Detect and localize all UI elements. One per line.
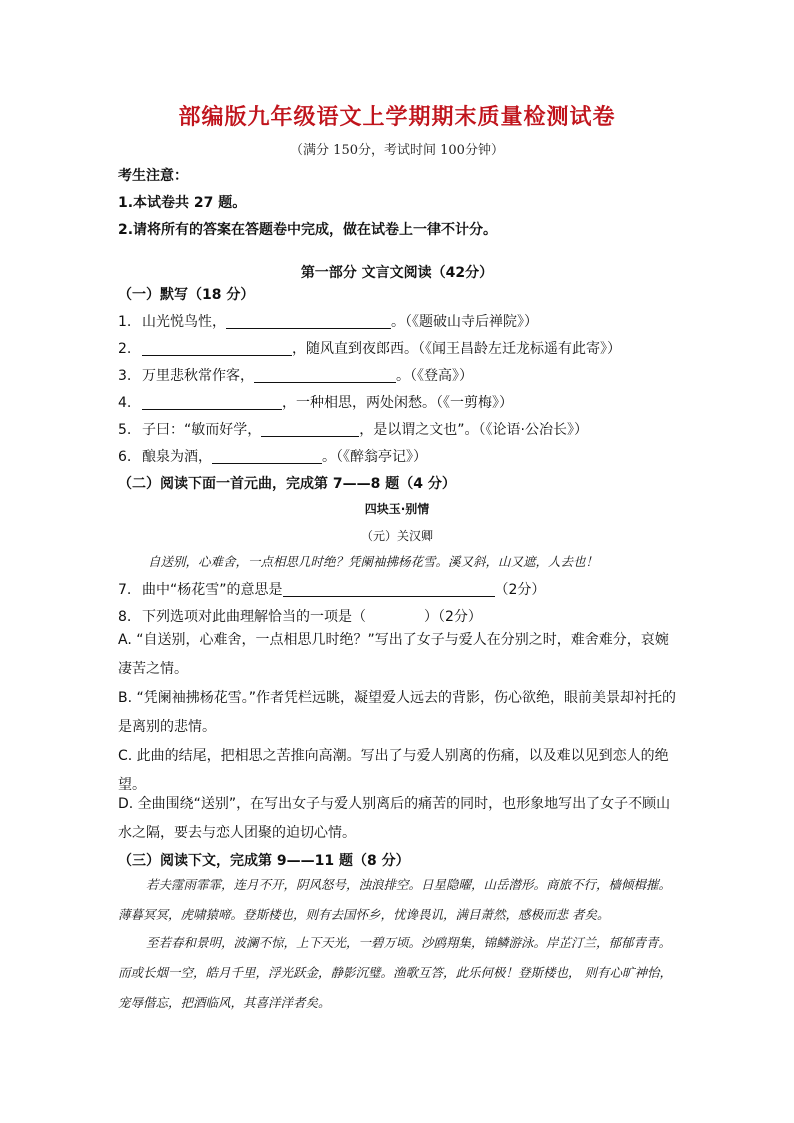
question-text: 曲中“杨花雪”的意思是	[142, 582, 283, 598]
question-number: 4.	[118, 395, 132, 411]
question-text: 万里悲秋常作客，	[142, 368, 254, 384]
question-text: 山光悦鸟性，	[142, 314, 226, 330]
question-number: 2.	[118, 341, 132, 357]
question-text: 下列选项对此曲理解恰当的一项是（	[142, 609, 366, 625]
notice-heading: 考生注意：	[118, 168, 188, 184]
answer-blank[interactable]	[283, 581, 495, 597]
question-source: 。（《登高》）	[396, 368, 473, 384]
question-6	[118, 446, 427, 466]
part1-heading: 第一部分 文言文阅读（42分）	[300, 265, 494, 281]
passage-paragraph-1: 若夫霪雨霏霏，连月不开，阴风怒号，浊浪排空。日星隐曜，山岳潜形。商旅不行，樯倾楫摧。薄暮冥冥，虎啸猿啼。登斯楼也，则有去国怀乡，忧谗畏讥，满目萧然，感极而悲 者矣。	[118, 877, 672, 922]
section3-heading: （三）阅读下文，完成第 9——11 题（8 分）	[118, 853, 410, 869]
exam-title: 部编版九年级语文上学期期末质量检测试卷	[178, 105, 616, 130]
section2-heading: （二）阅读下面一首元曲，完成第 7——8 题（4 分）	[118, 476, 456, 492]
option-a: A. “自送别，心难舍，一点相思几时绝？”写出了女子与爱人在分别之时，难舍难分，哀婉凄苦之情。	[118, 632, 669, 677]
exam-subtitle: （满分 150分，考试时间 100分钟）	[290, 143, 504, 158]
question-7	[118, 579, 545, 599]
question-number: 3.	[118, 368, 132, 384]
poem-text: 自送别，心难舍，一点相思几时绝？凭阑袖拂杨花雪。溪又斜，山又遮，人去也！	[148, 554, 599, 569]
question-source: 。（《醉翁亭记》）	[322, 449, 427, 465]
question-2	[118, 338, 621, 358]
question-source: ，随风直到夜郎西。（《闻王昌龄左迁龙标遥有此寄》）	[292, 341, 621, 357]
question-number: 6.	[118, 449, 132, 465]
question-5	[118, 419, 588, 439]
poem-title: 四块玉·别情	[364, 502, 430, 516]
passage-paragraph-2: 至若春和景明，波澜不惊，上下天光，一碧万顷。沙鸥翔集，锦鳞游泳。岸芷汀兰，郁郁青青。而或长烟一空，皓月千里，浮光跃金，静影沉璧。渔歌互答，此乐何极！登斯楼也， 则有心旷神怡，宠辱偕忘，把酒临风，其喜洋洋者矣。	[118, 935, 672, 1010]
question-number: 5.	[118, 422, 132, 438]
poem-author: （元）关汉卿	[360, 529, 433, 543]
question-number: 8.	[118, 609, 132, 625]
question-1	[118, 311, 538, 331]
question-points: （2分）	[494, 582, 546, 598]
option-d: D. 全曲围绕“送别”，在写出女子与爱人别离后的痛苦的同时，也形象地写出了女子不顾山水之隔，要去与恋人团聚的迫切心情。	[118, 796, 671, 841]
answer-blank[interactable]	[142, 394, 282, 410]
question-number: 1.	[118, 314, 132, 330]
question-source: ，是以谓之文也”。（《论语·公冶长》）	[359, 422, 588, 438]
section1-heading: （一）默写（18 分）	[118, 287, 255, 303]
answer-blank[interactable]	[254, 367, 396, 383]
question-source: ，一种相思，两处闲愁。（《一剪梅》）	[282, 395, 513, 411]
answer-blank[interactable]	[226, 313, 391, 329]
answer-blank[interactable]	[142, 340, 292, 356]
question-number: 7.	[118, 582, 132, 598]
option-c: C. 此曲的结尾，把相思之苦推向高潮。写出了与爱人别离的伤痛，以及难以见到恋人的绝望。	[118, 748, 669, 793]
answer-blank[interactable]	[261, 421, 359, 437]
answer-blank[interactable]	[212, 448, 322, 464]
option-b: B. “凭阑袖拂杨花雪。”作者凭栏远眺，凝望爱人远去的背影，伤心欲绝，眼前美景却衬托的是离别的悲情。	[118, 690, 677, 735]
notice-item-1: 1.本试卷共 27 题。	[118, 195, 247, 211]
question-8	[118, 606, 482, 626]
question-3	[118, 365, 473, 385]
question-4	[118, 392, 513, 412]
question-text: 子曰：“敏而好学，	[142, 422, 262, 438]
question-points: ）（2分）	[424, 609, 482, 625]
question-text: 酿泉为酒，	[142, 449, 212, 465]
notice-item-2: 2.请将所有的答案在答题卷中完成，做在试卷上一律不计分。	[118, 222, 498, 238]
question-source: 。（《题破山寺后禅院》）	[391, 314, 538, 330]
